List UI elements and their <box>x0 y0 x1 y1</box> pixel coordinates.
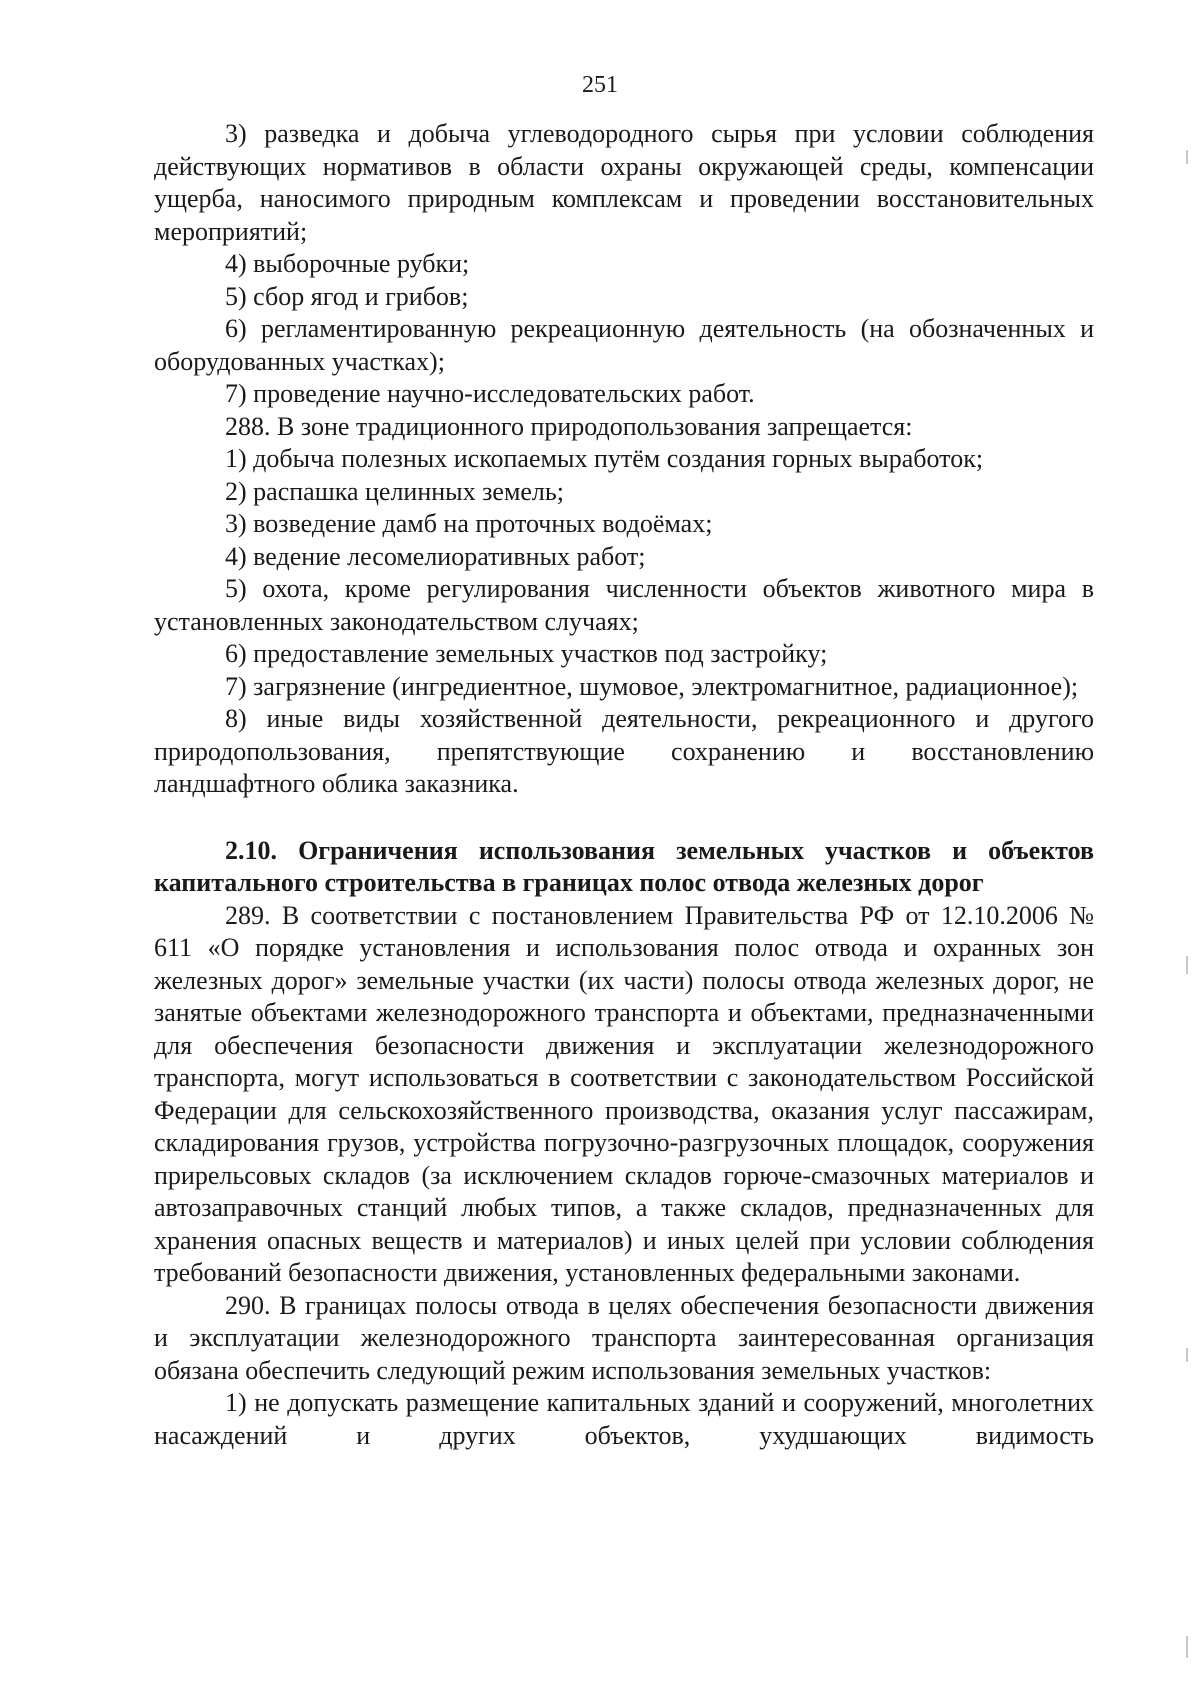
list-item: 6) регламентированную рекреационную деятельность (на обозначенных и оборудованных участках); <box>154 314 1094 376</box>
section-heading: 2.10. Ограничения использования земельных участков и объектов капитального строительства в границах полос отвода железных дорог <box>154 835 1094 897</box>
scan-margin-mark <box>1186 150 1188 164</box>
list-item: 8) иные виды хозяйственной деятельности, рекреационного и другого природопользования, препятствующие сохранению и восстановлению ландшафтного облика заказника. <box>154 704 1094 798</box>
list-item: 1) не допускать размещение капитальных зданий и сооружений, многолетних насаждений и других объектов, ухудшающих видимость <box>154 1388 1094 1450</box>
list-item: 3) возведение дамб на проточных водоёмах; <box>225 509 713 538</box>
scan-margin-mark <box>1186 956 1188 974</box>
list-item: 3) разведка и добыча углеводородного сырья при условии соблюдения действующих нормативов в области охраны окружающей среды, компенсации ущерба, наносимого природным комплексам и проведении восстановительных мероприятий; <box>154 119 1094 246</box>
clause-288: 288. В зоне традиционного природопользования запрещается: <box>225 411 913 441</box>
list-item: 1) добыча полезных ископаемых путём создания горных выработок; <box>225 444 984 473</box>
list-item: 6) предоставление земельных участков под застройку; <box>225 639 828 668</box>
list-item: 2) распашка целинных земель; <box>225 476 564 506</box>
scan-margin-mark <box>1186 1348 1188 1362</box>
clause-289: 289. В соответствии с постановлением Правительства РФ от 12.10.2006 № 611 «О порядке установления и использования полос отвода и охранных зон железных дорог» земельные участки (их части) полосы отвода железных дорог, не занятые объектами железнодорожного транспорта и объектами, предназначенными для обеспечения безопасности движения и эксплуатации железнодорожного транспорта, могут использоваться в соответствии с законодательством Российской Федерации для сельскохозяйственного производства, оказания услуг пассажирам, складирования грузов, устройства погрузочно-разгрузочных площадок, сооружения прирельсовых складов (за исключением складов горюче-смазочных материалов и автозаправочных станций любых типов, а также складов, предназначенных для хранения опасных веществ и материалов) и иных целей при условии соблюдения требований безопасности движения, установленных федеральными законами. <box>154 900 1094 1287</box>
list-item: 5) охота, кроме регулирования численности объектов животного мира в установленных законодательством случаях; <box>154 574 1094 636</box>
list-item: 4) ведение лесомелиоративных работ; <box>225 541 646 571</box>
scan-margin-mark <box>1186 1636 1188 1658</box>
list-item: 7) загрязнение (ингредиентное, шумовое, электромагнитное, радиационное); <box>225 671 1079 701</box>
page-number: 251 <box>582 72 618 98</box>
document-body <box>154 118 1094 1452</box>
list-item: 7) проведение научно-исследовательских работ. <box>225 379 755 408</box>
list-item: 4) выборочные рубки; <box>225 249 470 278</box>
list-item: 5) сбор ягод и грибов; <box>225 281 469 311</box>
clause-290: 290. В границах полосы отвода в целях обеспечения безопасности движения и эксплуатации железнодорожного транспорта заинтересованная организация обязана обеспечить следующий режим использования земельных участков: <box>154 1290 1094 1385</box>
